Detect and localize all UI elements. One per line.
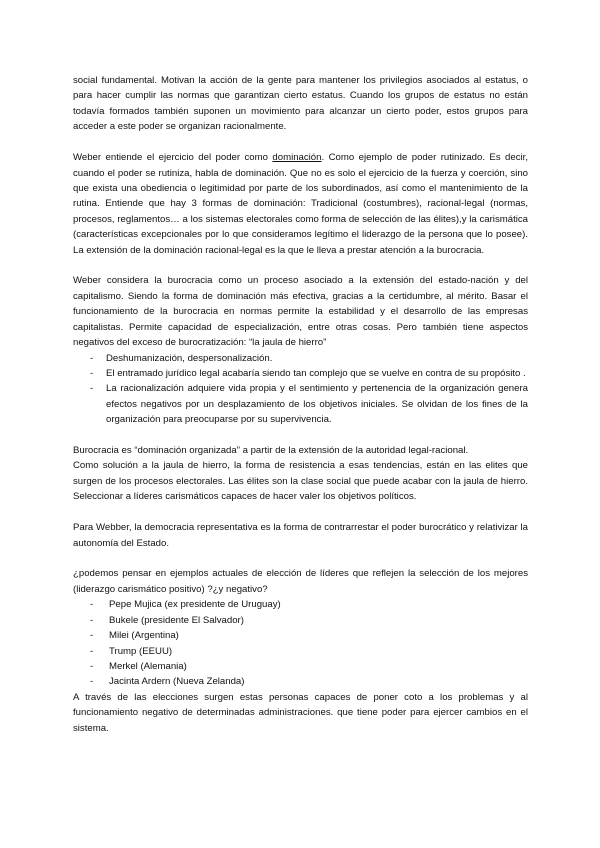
dominacion-text-after: . Como ejemplo de poder rutinizado. Es decir, cuando el poder se rutiniza, habla de dominación. Que no es solo el ejercicio de la fuerza y coerción, sino que exista una obediencia o legitimidad por parte de los subordinados, así como el mantenimiento de la rutina. Entiende que hay 3 formas de dominación: Tradicional (costumbres), racional-legal (normas, procesos, reglamentos… a los sistemas electorales como forma de selección de las élites),y la carismática (características excepcionales por lo que consideramos legítimo el liderazgo de la persona que lo posee). La extensión de la dominación racional-legal es la que le lleva a prestar atención a la burocracia. xyxy=(73,152,528,256)
list-item: - Merkel (Alemania) xyxy=(73,659,528,674)
dash-marker: - xyxy=(90,367,94,379)
question-paragraph: ¿podemos pensar en ejemplos actuales de elección de líderes que reflejen la selección de los mejores (liderazgo carismático positivo) ?¿y negativo? xyxy=(73,568,528,595)
list-item: - Trump (EEUU) xyxy=(73,644,528,659)
list-item: - Jacinta Ardern (Nueva Zelanda) xyxy=(73,674,528,689)
democracia-paragraph: Para Webber, la democracia representativa es la forma de contrarrestar el poder burocrático y relativizar la autonomía del Estado. xyxy=(73,522,528,549)
dominacion-paragraph xyxy=(73,150,528,258)
dominacion-term: dominación xyxy=(272,152,322,164)
final-paragraph: A través de las elecciones surgen estas personas capaces de poner coto a los problemas y al funcionamiento negativo de determinadas administraciones. que tiene poder para ejercer cambios en el sistema. xyxy=(73,691,528,734)
dash-marker: - xyxy=(90,676,94,688)
dash-marker: - xyxy=(90,352,94,364)
list-item: - Pepe Mujica (ex presidente de Uruguay) xyxy=(73,597,528,612)
leaders-list xyxy=(73,597,528,689)
organizada-line: Burocracia es “dominación organizada” a partir de la extensión de la autoridad legal-racional. xyxy=(73,445,469,457)
dash-marker: - xyxy=(90,383,94,395)
list-item: - Milei (Argentina) xyxy=(73,628,528,643)
list-item: - El entramado jurídico legal acabaría siendo tan complejo que se vuelve en contra de su propósito . xyxy=(73,366,528,381)
resistencia-paragraph: Como solución a la jaula de hierro, la forma de resistencia a esas tendencias, están en las elites que surgen de los procesos electorales. Las élites son la clase social que puede acabar con la jaula de hierro. Seleccionar a líderes carismáticos capaces de hacer valer los objetivos políticos. xyxy=(73,460,528,503)
dash-marker: - xyxy=(90,645,94,657)
dash-marker: - xyxy=(90,630,94,642)
burocracia-paragraph: Weber considera la burocracia como un proceso asociado a la extensión del estado-nación y del capitalismo. Siendo la forma de dominación más efectiva, gracias a la certidumbre, al mérito. Basar el funcionamiento de la burocracia en normas permite la estabilidad y el desarrollo de las empresas capitalistas. Permite capacidad de especialización, entre otras cosas. Pero también tiene aspectos negativos del exceso de burocratización: “la jaula de hierro” xyxy=(73,275,528,349)
dominacion-text-before: Weber entiende el ejercicio del poder como xyxy=(73,152,273,164)
dash-marker: - xyxy=(90,614,94,626)
list-item: - La racionalización adquiere vida propia y el sentimiento y pertenencia de la organización genera efectos negativos por un desplazamiento de los objetivos iniciales. Se olvidan de los fines de la organización para preocuparse por su supervivencia. xyxy=(90,383,528,426)
intro-paragraph: social fundamental. Motivan la acción de la gente para mantener los privilegios asociados al estatus, o para hacer cumplir las normas que garantizan cierto estatus. Cuando los grupos de estatus no están todavía formados también suponen un movimiento para alcanzar un cierto poder, estos grupos para acceder a este poder se organizan racionalmente. xyxy=(73,75,528,133)
list-item: - Deshumanización, despersonalización. xyxy=(73,351,528,366)
list-item: - Bukele (presidente El Salvador) xyxy=(73,613,528,628)
dash-marker: - xyxy=(90,660,94,672)
negatives-list xyxy=(73,351,528,428)
dash-marker: - xyxy=(90,599,94,611)
